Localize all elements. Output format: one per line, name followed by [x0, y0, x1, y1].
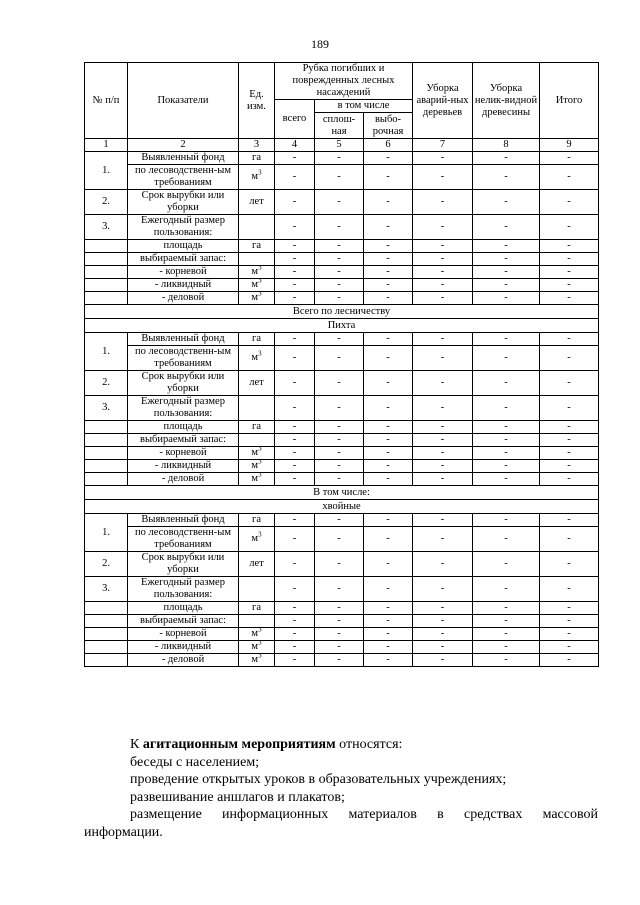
dash-cell: -	[315, 654, 364, 667]
unit-cell	[239, 396, 275, 421]
dash-cell: -	[413, 628, 473, 641]
dash-cell: -	[315, 421, 364, 434]
dash-cell: -	[473, 266, 540, 279]
dash-cell: -	[413, 396, 473, 421]
dash-cell: -	[413, 266, 473, 279]
dash-cell: -	[413, 602, 473, 615]
dash-cell: -	[275, 152, 315, 165]
dash-cell: -	[540, 240, 599, 253]
dash-cell: -	[275, 552, 315, 577]
forestry-table	[84, 62, 599, 667]
dash-cell: -	[473, 371, 540, 396]
dash-cell: -	[315, 165, 364, 190]
row-number	[85, 447, 128, 460]
col-num: 7	[413, 139, 473, 152]
dash-cell: -	[315, 552, 364, 577]
dash-cell: -	[473, 434, 540, 447]
dash-cell: -	[315, 190, 364, 215]
dash-cell: -	[540, 371, 599, 396]
dash-cell: -	[315, 514, 364, 527]
dash-cell: -	[473, 190, 540, 215]
col-num: 2	[128, 139, 239, 152]
section-conifers: хвойные	[85, 500, 599, 514]
dash-cell: -	[364, 641, 413, 654]
dash-cell: -	[315, 473, 364, 486]
dash-cell: -	[275, 253, 315, 266]
dash-cell: -	[540, 552, 599, 577]
dash-cell: -	[540, 253, 599, 266]
dash-cell: -	[364, 333, 413, 346]
dash-cell: -	[473, 292, 540, 305]
dash-cell: -	[540, 346, 599, 371]
indicator-label: по лесоводственн-ым требованиям	[128, 346, 239, 371]
row-number: 2.	[85, 190, 128, 215]
dash-cell: -	[364, 165, 413, 190]
row-number	[85, 602, 128, 615]
dash-cell: -	[473, 527, 540, 552]
dash-cell: -	[275, 165, 315, 190]
dash-cell: -	[413, 240, 473, 253]
indicator-label: Срок вырубки или уборки	[128, 190, 239, 215]
indicator-label: площадь	[128, 240, 239, 253]
dash-cell: -	[540, 152, 599, 165]
dash-cell: -	[275, 527, 315, 552]
dash-cell: -	[413, 190, 473, 215]
indicator-label: Ежегодный размер пользования:	[128, 396, 239, 421]
agitation-intro: К агитационным мероприятиям относятся:	[130, 737, 403, 752]
dash-cell: -	[364, 447, 413, 460]
dash-cell: -	[275, 292, 315, 305]
dash-cell: -	[473, 654, 540, 667]
dash-cell: -	[413, 641, 473, 654]
row-number: 3.	[85, 215, 128, 240]
dash-cell: -	[364, 279, 413, 292]
dash-cell: -	[473, 152, 540, 165]
indicator-label: - деловой	[128, 473, 239, 486]
dash-cell: -	[473, 253, 540, 266]
dash-cell: -	[540, 190, 599, 215]
dash-cell: -	[364, 346, 413, 371]
dash-cell: -	[364, 577, 413, 602]
dash-cell: -	[275, 421, 315, 434]
dash-cell: -	[540, 279, 599, 292]
dash-cell: -	[315, 447, 364, 460]
list-item-continuation: информации.	[84, 824, 163, 840]
dash-cell: -	[364, 215, 413, 240]
row-number	[85, 292, 128, 305]
dash-cell: -	[364, 190, 413, 215]
indicator-label: выбираемый запас:	[128, 434, 239, 447]
dash-cell: -	[473, 577, 540, 602]
dash-cell: -	[540, 292, 599, 305]
header-felling: Рубка погибших и поврежденных лесных насаждений	[275, 63, 413, 100]
dash-cell: -	[315, 152, 364, 165]
dash-cell: -	[364, 628, 413, 641]
dash-cell: -	[473, 240, 540, 253]
row-number	[85, 434, 128, 447]
dash-cell: -	[364, 152, 413, 165]
section-including: В том числе:	[85, 486, 599, 500]
unit-cell	[239, 253, 275, 266]
dash-cell: -	[315, 527, 364, 552]
page-number: 189	[311, 37, 329, 51]
dash-cell: -	[540, 215, 599, 240]
dash-cell: -	[315, 615, 364, 628]
col-num: 6	[364, 139, 413, 152]
indicator-label: Выявленный фонд	[128, 333, 239, 346]
agitation-text	[84, 736, 598, 841]
dash-cell: -	[275, 628, 315, 641]
indicator-label: - корневой	[128, 628, 239, 641]
dash-cell: -	[413, 447, 473, 460]
dash-cell: -	[540, 615, 599, 628]
dash-cell: -	[315, 602, 364, 615]
dash-cell: -	[275, 346, 315, 371]
dash-cell: -	[413, 333, 473, 346]
section-fir: Пихта	[85, 319, 599, 333]
unit-cell: лет	[239, 552, 275, 577]
dash-cell: -	[275, 215, 315, 240]
unit-cell: га	[239, 240, 275, 253]
dash-cell: -	[364, 240, 413, 253]
header-emergency: Уборка аварий-ных деревьев	[413, 63, 473, 139]
dash-cell: -	[315, 346, 364, 371]
dash-cell: -	[473, 279, 540, 292]
dash-cell: -	[540, 527, 599, 552]
indicator-label: Выявленный фонд	[128, 514, 239, 527]
unit-cell: $м^3$	[239, 279, 275, 292]
dash-cell: -	[315, 460, 364, 473]
dash-cell: -	[275, 396, 315, 421]
dash-cell: -	[473, 165, 540, 190]
dash-cell: -	[413, 152, 473, 165]
dash-cell: -	[540, 654, 599, 667]
dash-cell: -	[413, 434, 473, 447]
unit-cell: га	[239, 333, 275, 346]
block-general	[85, 152, 599, 305]
section-total-forestry: Всего по лесничеству	[85, 305, 599, 319]
dash-cell: -	[315, 577, 364, 602]
unit-cell: $м^3$	[239, 165, 275, 190]
dash-cell: -	[413, 615, 473, 628]
dash-cell: -	[540, 473, 599, 486]
dash-cell: -	[315, 434, 364, 447]
dash-cell: -	[473, 447, 540, 460]
dash-cell: -	[275, 190, 315, 215]
col-num: 5	[315, 139, 364, 152]
header-all: всего	[275, 100, 315, 139]
col-num: 9	[540, 139, 599, 152]
dash-cell: -	[473, 473, 540, 486]
indicator-label: Срок вырубки или уборки	[128, 371, 239, 396]
dash-cell: -	[473, 215, 540, 240]
dash-cell: -	[315, 215, 364, 240]
indicator-label: по лесоводственн-ым требованиям	[128, 527, 239, 552]
dash-cell: -	[473, 641, 540, 654]
unit-cell: га	[239, 421, 275, 434]
header-num: № п/п	[85, 63, 128, 139]
header-selective: выбо-рочная	[364, 113, 413, 139]
indicator-label: Ежегодный размер пользования:	[128, 215, 239, 240]
dash-cell: -	[315, 628, 364, 641]
unit-cell: га	[239, 152, 275, 165]
column-number-row	[85, 139, 599, 152]
dash-cell: -	[413, 421, 473, 434]
dash-cell: -	[413, 654, 473, 667]
dash-cell: -	[275, 641, 315, 654]
row-number: 2.	[85, 552, 128, 577]
dash-cell: -	[315, 292, 364, 305]
dash-cell: -	[540, 641, 599, 654]
unit-cell: $м^3$	[239, 447, 275, 460]
dash-cell: -	[473, 628, 540, 641]
dash-cell: -	[364, 292, 413, 305]
dash-cell: -	[275, 371, 315, 396]
dash-cell: -	[413, 552, 473, 577]
indicator-label: выбираемый запас:	[128, 615, 239, 628]
header-total: Итого	[540, 63, 599, 139]
dash-cell: -	[364, 615, 413, 628]
dash-cell: -	[473, 514, 540, 527]
dash-cell: -	[413, 577, 473, 602]
dash-cell: -	[315, 333, 364, 346]
row-number	[85, 460, 128, 473]
indicator-label: Ежегодный размер пользования:	[128, 577, 239, 602]
agitation-term: агитационным мероприятиям	[142, 737, 336, 752]
dash-cell: -	[540, 396, 599, 421]
dash-cell: -	[540, 447, 599, 460]
dash-cell: -	[315, 641, 364, 654]
dash-cell: -	[275, 654, 315, 667]
unit-cell: лет	[239, 190, 275, 215]
dash-cell: -	[413, 292, 473, 305]
dash-cell: -	[413, 371, 473, 396]
unit-cell: $м^3$	[239, 460, 275, 473]
dash-cell: -	[413, 514, 473, 527]
unit-cell: лет	[239, 371, 275, 396]
dash-cell: -	[364, 371, 413, 396]
dash-cell: -	[275, 473, 315, 486]
list-item: развешивание аншлагов и плакатов;	[130, 789, 345, 805]
indicator-label: - деловой	[128, 654, 239, 667]
dash-cell: -	[364, 434, 413, 447]
dash-cell: -	[275, 447, 315, 460]
header-in-that-number: в том числе	[315, 100, 413, 113]
unit-cell: $м^3$	[239, 628, 275, 641]
dash-cell: -	[540, 421, 599, 434]
header-nonmerch: Уборка нелик-видной древесины	[473, 63, 540, 139]
dash-cell: -	[540, 434, 599, 447]
unit-cell: $м^3$	[239, 473, 275, 486]
row-number	[85, 628, 128, 641]
row-number: 1.	[85, 514, 128, 552]
dash-cell: -	[540, 333, 599, 346]
indicator-label: Срок вырубки или уборки	[128, 552, 239, 577]
dash-cell: -	[315, 266, 364, 279]
dash-cell: -	[364, 460, 413, 473]
dash-cell: -	[413, 473, 473, 486]
indicator-label: - корневой	[128, 266, 239, 279]
col-num: 1	[85, 139, 128, 152]
dash-cell: -	[315, 240, 364, 253]
row-number	[85, 615, 128, 628]
dash-cell: -	[364, 552, 413, 577]
dash-cell: -	[275, 434, 315, 447]
row-number	[85, 654, 128, 667]
col-num: 4	[275, 139, 315, 152]
indicator-label: выбираемый запас:	[128, 253, 239, 266]
dash-cell: -	[473, 552, 540, 577]
dash-cell: -	[473, 460, 540, 473]
row-number: 3.	[85, 577, 128, 602]
unit-cell: $м^3$	[239, 292, 275, 305]
list-item: проведение открытых уроков в образовательных учреждениях;	[130, 772, 507, 787]
header-clear: сплош-ная	[315, 113, 364, 139]
indicator-label: площадь	[128, 421, 239, 434]
row-number: 2.	[85, 371, 128, 396]
dash-cell: -	[473, 333, 540, 346]
indicator-label: Выявленный фонд	[128, 152, 239, 165]
dash-cell: -	[413, 527, 473, 552]
dash-cell: -	[364, 654, 413, 667]
dash-cell: -	[275, 514, 315, 527]
dash-cell: -	[364, 253, 413, 266]
dash-cell: -	[413, 460, 473, 473]
unit-cell: га	[239, 602, 275, 615]
dash-cell: -	[275, 602, 315, 615]
dash-cell: -	[364, 396, 413, 421]
indicator-label: - ликвидный	[128, 460, 239, 473]
col-num: 8	[473, 139, 540, 152]
dash-cell: -	[540, 577, 599, 602]
dash-cell: -	[275, 279, 315, 292]
row-number	[85, 421, 128, 434]
dash-cell: -	[540, 266, 599, 279]
row-number	[85, 253, 128, 266]
indicator-label: - ликвидный	[128, 279, 239, 292]
dash-cell: -	[473, 396, 540, 421]
dash-cell: -	[413, 253, 473, 266]
unit-cell	[239, 615, 275, 628]
dash-cell: -	[540, 514, 599, 527]
dash-cell: -	[315, 371, 364, 396]
dash-cell: -	[364, 421, 413, 434]
dash-cell: -	[364, 473, 413, 486]
dash-cell: -	[413, 279, 473, 292]
col-num: 3	[239, 139, 275, 152]
unit-cell: $м^3$	[239, 654, 275, 667]
row-number	[85, 641, 128, 654]
list-item: беседы с населением;	[130, 754, 260, 770]
row-number: 1.	[85, 152, 128, 190]
dash-cell: -	[364, 266, 413, 279]
row-number: 3.	[85, 396, 128, 421]
row-number	[85, 240, 128, 253]
unit-cell	[239, 577, 275, 602]
unit-cell: $м^3$	[239, 527, 275, 552]
row-number	[85, 279, 128, 292]
indicator-label: площадь	[128, 602, 239, 615]
indicator-label: - деловой	[128, 292, 239, 305]
dash-cell: -	[315, 279, 364, 292]
dash-cell: -	[473, 346, 540, 371]
dash-cell: -	[364, 527, 413, 552]
dash-cell: -	[540, 165, 599, 190]
dash-cell: -	[473, 602, 540, 615]
row-number	[85, 473, 128, 486]
indicator-label: по лесоводственн-ым требованиям	[128, 165, 239, 190]
dash-cell: -	[364, 514, 413, 527]
unit-cell: $м^3$	[239, 266, 275, 279]
dash-cell: -	[413, 215, 473, 240]
dash-cell: -	[413, 346, 473, 371]
unit-cell: га	[239, 514, 275, 527]
header-indicator: Показатели	[128, 63, 239, 139]
unit-cell	[239, 434, 275, 447]
dash-cell: -	[275, 266, 315, 279]
unit-cell: $м^3$	[239, 346, 275, 371]
dash-cell: -	[473, 421, 540, 434]
list-item: размещение информационных материалов в средствах массовой	[130, 807, 598, 822]
row-number	[85, 266, 128, 279]
indicator-label: - ликвидный	[128, 641, 239, 654]
dash-cell: -	[275, 615, 315, 628]
dash-cell: -	[315, 253, 364, 266]
dash-cell: -	[275, 577, 315, 602]
dash-cell: -	[275, 240, 315, 253]
dash-cell: -	[275, 333, 315, 346]
dash-cell: -	[364, 602, 413, 615]
dash-cell: -	[540, 602, 599, 615]
dash-cell: -	[413, 165, 473, 190]
unit-cell	[239, 215, 275, 240]
dash-cell: -	[473, 615, 540, 628]
indicator-label: - корневой	[128, 447, 239, 460]
dash-cell: -	[275, 460, 315, 473]
block-fir	[85, 333, 599, 486]
block-conifers	[85, 514, 599, 667]
row-number: 1.	[85, 333, 128, 371]
dash-cell: -	[540, 460, 599, 473]
unit-cell: $м^3$	[239, 641, 275, 654]
header-unit: Ед. изм.	[239, 63, 275, 139]
dash-cell: -	[540, 628, 599, 641]
dash-cell: -	[315, 396, 364, 421]
